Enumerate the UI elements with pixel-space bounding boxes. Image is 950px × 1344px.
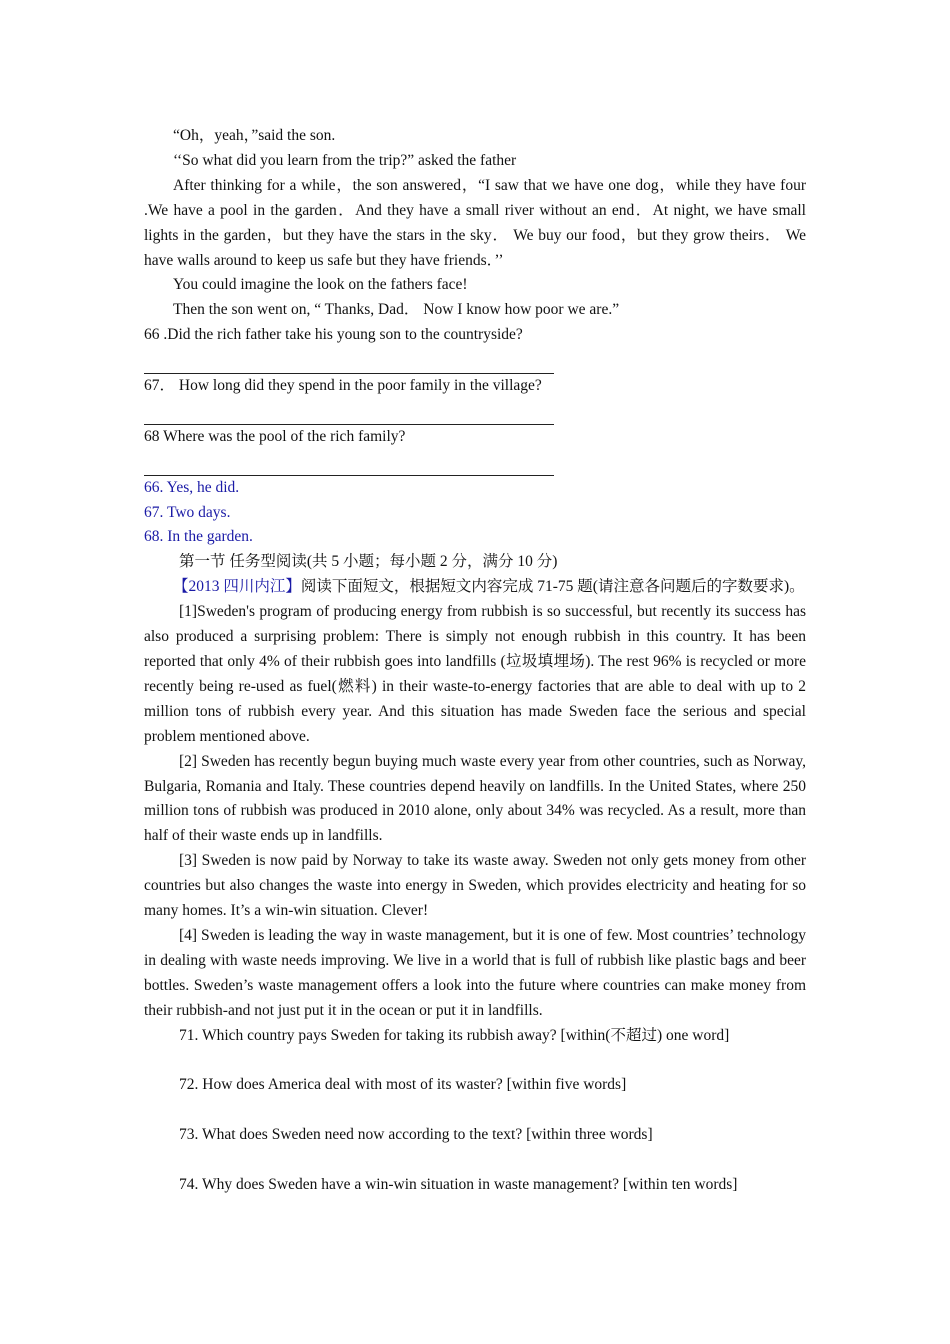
story-line-4: You could imagine the look on the fathers face!	[173, 276, 468, 294]
story-line-1: “Oh，yeah，”said the son.	[173, 127, 336, 144]
answer-68: 68. In the garden.	[144, 528, 253, 546]
question-67: 67． How long did they spend in the poor family in the village?	[144, 377, 542, 395]
passage-paragraph-4: [4] Sweden is leading the way in waste management, but it is one of few. Most countries’ technology in dealing with waste needs improving. We live in a world that is full of rubbish like plastic bags and beer bottles. Sweden’s waste management offers a look into the future where countries can make money from their rubbish-and not just put it in the ocean or put it in landfills.	[144, 926, 806, 1019]
question-68: 68 Where was the pool of the rich family?	[144, 427, 406, 445]
section-instruction	[144, 575, 806, 600]
question-71: 71. Which country pays Sweden for taking its rubbish away? [within(不超过) one word]	[179, 1026, 730, 1044]
instruction-text: 阅读下面短文，根据短文内容完成 71-75 题(请注意各问题后的字数要求)。	[300, 578, 805, 596]
answer-space-73	[144, 1148, 806, 1173]
story-paragraph: After thinking for a while，the son answered，“I saw that we have one dog，while they have four .We have a pool in the garden．And they have a small river without an end．At night, we have small lights in the garden，but they have the stars in the sky． We buy our food，but they grow theirs． We have walls around to keep us safe but they have friends．’’	[144, 176, 806, 269]
answer-66: 66. Yes, he did.	[144, 478, 240, 496]
question-72: 72. How does America deal with most of its waster? [within five words]	[179, 1076, 627, 1094]
answer-blank-66	[144, 348, 554, 374]
passage-paragraph-1: [1]Sweden's program of producing energy from rubbish is so successful, but recently its success has also produced a surprising problem: There is simply not enough rubbish in this country. It has been reported that only 4% of their rubbish goes into landfills (垃圾填埋场). The rest 96% is recycled or more recently being re-used as fuel(燃料) in their waste-to-energy factories that are able to deal with up to 2 million tons of rubbish every year. And this situation has made Sweden face the serious and special problem mentioned above.	[144, 603, 806, 745]
answer-67: 67. Two days.	[144, 503, 231, 521]
document-body	[144, 124, 806, 1198]
question-66: 66 .Did the rich father take his young son to the countryside?	[144, 326, 523, 344]
passage-paragraph-3: [3] Sweden is now paid by Norway to take its waste away. Sweden not only gets money from other countries but also changes the waste into energy in Sweden, which provides electricity and heating for so many homes. It’s a win-win situation. Clever!	[144, 852, 806, 920]
source-tag: 【2013 四川内江】	[173, 578, 301, 596]
answer-blank-67	[144, 399, 554, 425]
passage-paragraph-2: [2] Sweden has recently begun buying much waste every year from other countries, such as Norway, Bulgaria, Romania and Italy. These countries depend heavily on landfills. In the United States, where 250 million tons of rubbish was produced in 2010 alone, only about 34% was recycled. As a result, more than half of their waste ends up in landfills.	[144, 752, 806, 845]
answer-space-71	[144, 1048, 806, 1073]
answer-blank-68	[144, 450, 554, 476]
question-73: 73. What does Sweden need now according to the text? [within three words]	[179, 1126, 653, 1144]
story-line-5: Then the son went on, “ Thanks, Dad． Now I know how poor we are.”	[173, 301, 620, 319]
answer-space-72	[144, 1098, 806, 1123]
question-74: 74. Why does Sweden have a win-win situation in waste management? [within ten words]	[179, 1175, 738, 1193]
section-heading: 第一节 任务型阅读(共 5 小题；每小题 2 分，满分 10 分)	[179, 553, 558, 571]
story-line-2: ‘‘So what did you learn from the trip?” asked the father	[173, 151, 517, 169]
